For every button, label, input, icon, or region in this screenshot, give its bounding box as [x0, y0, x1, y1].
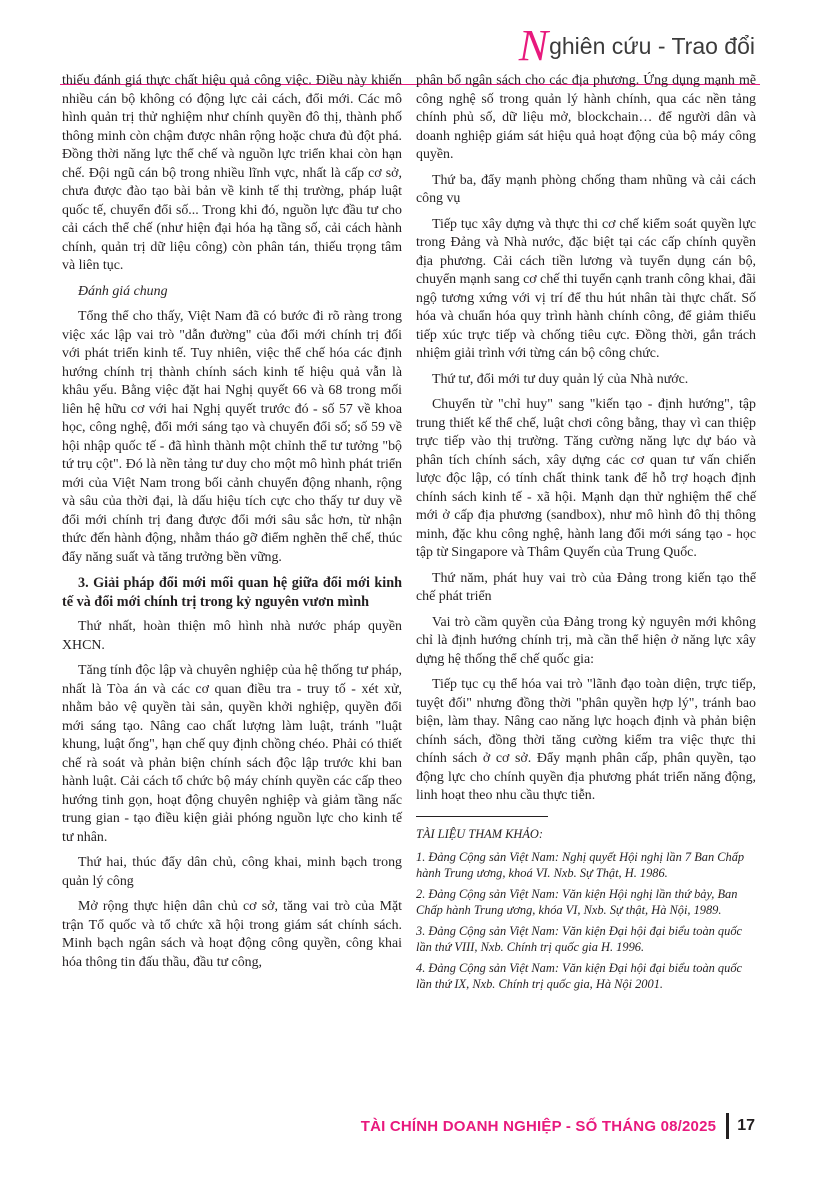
reference-item: 2. Đảng Cộng sản Việt Nam: Văn kiện Hội nghị lần thứ bảy, Ban Chấp hành Trung ương, khóa VI, Nxb. Sự thật, Hà Nội, 1989.	[416, 886, 738, 917]
paragraph: Tiếp tục xây dựng và thực thi cơ chế kiểm soát quyền lực trong Đảng và Nhà nước, đặc biệt tại các cấp chính quyền địa phương. Cải cách tiền lương và tuyển dụng cán bộ, chuyển mạnh sang cơ chế thi tuyển cạnh tranh công khai, đãi ngộ tương xứng với vị trí để thu hút nhân tài thực chất. Số hóa và chuẩn hóa quy trình hành chính công, để giảm thiểu tiếp xúc trực tiếp và chống tiêu cực. Đồng thời, gắn trách nhiệm giải trình với từng cán bộ công chức.	[416, 216, 756, 361]
reference-item: 1. Đảng Cộng sản Việt Nam: Nghị quyết Hội nghị lần 7 Ban Chấp hành Trung ương, khoá VI. Nxb. Sự Thật, H. 1986.	[416, 849, 745, 880]
references-rule	[416, 816, 548, 817]
reference-item: 4. Đảng Cộng sản Việt Nam: Văn kiện Đại hội đại biểu toàn quốc lần thứ IX, Nxb. Chính trị quốc gia, Hà Nội 2001.	[416, 960, 743, 991]
paragraph: Chuyển từ "chỉ huy" sang "kiến tạo - định hướng", tập trung thiết kế thể chế, luật chơi công bằng, thay vì can thiệp trực tiếp vào thị trường. Tăng cường năng lực dự báo và phân tích chính sách, xây dựng các cơ quan tư vấn chiến lược độc lập, có tính chất think tank để hỗ trợ hoạch định chính sách kinh tế - xã hội. Mạnh dạn thử nghiệm thể chế mới ở cấp địa phương (sandbox), như mô hình đô thị thông minh, đặc khu công nghệ, hành lang đổi mới sáng tạo - học tập từ Singapore và Thâm Quyến của Trung Quốc.	[416, 397, 756, 560]
section-title	[518, 21, 755, 70]
references-list	[416, 849, 756, 992]
reference-item: 3. Đảng Cộng sản Việt Nam: Văn kiện Đại hội đại biểu toàn quốc lần thứ VIII, Nxb. Chính trị quốc gia H. 1996.	[416, 923, 743, 954]
section-heading: 3. Giải pháp đổi mới mối quan hệ giữa đổi mới kinh tế và đổi mới chính trị trong kỷ nguyên vươn mình	[62, 575, 402, 610]
paragraph: phân bổ ngân sách cho các địa phương. Ứng dụng mạnh mẽ công nghệ số trong quản lý hành chính, qua các nền tảng chính phủ số, dữ liệu mở, blockchain… để người dân và doanh nghiệp giám sát hiệu quả hoạt động của bộ máy công quyền.	[416, 73, 756, 162]
paragraph: Thứ nhất, hoàn thiện mô hình nhà nước pháp quyền XHCN.	[62, 619, 402, 653]
footer-divider	[726, 1113, 729, 1139]
right-column	[416, 72, 756, 997]
paragraph: Thứ ba, đẩy mạnh phòng chống tham nhũng và cải cách công vụ	[416, 172, 756, 206]
page-footer	[361, 1113, 755, 1139]
left-column	[62, 72, 402, 979]
section-title-initial: N	[518, 21, 549, 70]
paragraph: thiếu đánh giá thực chất hiệu quả công việc. Điều này khiến nhiều cán bộ không có động lực cải cách, đổi mới. Các mô hình quản trị thử nghiệm như chính quyền đô thị, thành phố thông minh còn chậm được nhân rộng hoặc chưa đủ đột phá. Đồng thời năng lực thể chế và nguồn lực triển khai còn hạn chế. Đội ngũ cán bộ trong nhiều lĩnh vực, nhất là cấp cơ sở, chưa được đào tạo bài bản về kinh tế thị trường, pháp luật quốc tế, chuyển đổi số... Trong khi đó, nguồn lực đầu tư cho cải cách thể chế (như hiện đại hóa hạ tầng số, cải cách hành chính, quản trị dữ liệu công) còn phân tán, thiếu trọng tâm và liên tục.	[62, 73, 402, 273]
right-column-body	[416, 72, 756, 806]
paragraph: Đánh giá chung	[78, 283, 168, 299]
paragraph: Thứ năm, phát huy vai trò của Đảng trong kiến tạo thể chế phát triển	[416, 570, 756, 604]
paragraph: Thứ hai, thúc đẩy dân chủ, công khai, minh bạch trong quản lý công	[62, 855, 402, 889]
publication-name: TÀI CHÍNH DOANH NGHIỆP - SỐ THÁNG 08/2025	[360, 1117, 717, 1135]
paragraph: Tiếp tục cụ thể hóa vai trò "lãnh đạo toàn diện, trực tiếp, tuyệt đối" nhưng đồng thời "phân quyền hợp lý", tránh bao biện, làm thay. Nâng cao năng lực hoạch định và phản biện chính sách, đồng thời tăng cường kiểm tra việc thực thi chính sách ở cơ sở. Đẩy mạnh phân cấp, phân quyền, tạo động lực cho chính quyền địa phương phát triển năng động, linh hoạt theo nhu cầu thực tiễn.	[416, 677, 756, 803]
paragraph: Tăng tính độc lập và chuyên nghiệp của hệ thống tư pháp, nhất là Tòa án và các cơ quan điều tra - truy tố - xét xử, nhằm bảo vệ quyền tài sản, quyền khởi nghiệp, quyền đổi mới sáng tạo. Nâng cao chất lượng làm luật, tránh "luật khung, luật ống", hạn chế quy định chồng chéo. Phải có thiết chế rà soát và phản biện chính sách độc lập trước khi ban hành luật. Cải cách tổ chức bộ máy chính quyền các cấp theo hướng tinh gọn, hoạt động chuyên nghiệp và giảm tầng nấc trung gian - tạo điều kiện giải phóng nguồn lực cho kinh tế tư nhân.	[62, 663, 402, 845]
paragraph: Tổng thể cho thấy, Việt Nam đã có bước đi rõ ràng trong việc xác lập vai trò "dẫn đường" của đổi mới chính trị đối với phát triển kinh tế. Tuy nhiên, việc thể chế hóa các định hướng chính trị thành chính sách kinh tế hiệu quả vẫn là khâu yếu. Bằng việc đặt hai Nghị quyết 66 và 68 trong mối liên hệ hữu cơ với hai Nghị quyết trước đó - số 57 về khoa học, công nghệ, đổi mới sáng tạo và chuyển đổi số; số 59 về hội nhập quốc tế - đã hình thành một chỉnh thể tư tưởng "bộ tứ trụ cột". Đó là nền tảng tư duy cho một mô hình phát triển mới của Việt Nam trong bối cảnh chuyển động nhanh, rộng và sâu của thời đại, là dấu hiệu tích cực cho thấy tư duy về đổi mới chính trị đang được đổi mới sâu sắc hơn, từ nhận thức đến hành động, nhằm tháo gỡ điểm nghẽn thể chế, thúc đẩy năng suất và tăng trưởng bền vững.	[62, 309, 402, 565]
paragraph: Vai trò cầm quyền của Đảng trong kỷ nguyên mới không chỉ là định hướng chính trị, mà cần thể hiện ở năng lực xây dựng hệ thống thể chế quốc gia:	[416, 614, 756, 667]
paragraph: Thứ tư, đổi mới tư duy quản lý của Nhà nước.	[432, 371, 689, 387]
references-heading: TÀI LIỆU THAM KHẢO:	[416, 826, 543, 841]
page-number: 17	[737, 1117, 755, 1134]
paragraph: Mở rộng thực hiện dân chủ cơ sở, tăng vai trò của Mặt trận Tổ quốc và tổ chức xã hội trong giám sát chính sách. Minh bạch ngân sách và hoạt động công quyền, công khai hóa thông tin đấu thầu, đầu tư công,	[62, 899, 402, 970]
section-title-rest: ghiên cứu - Trao đổi	[549, 33, 755, 59]
